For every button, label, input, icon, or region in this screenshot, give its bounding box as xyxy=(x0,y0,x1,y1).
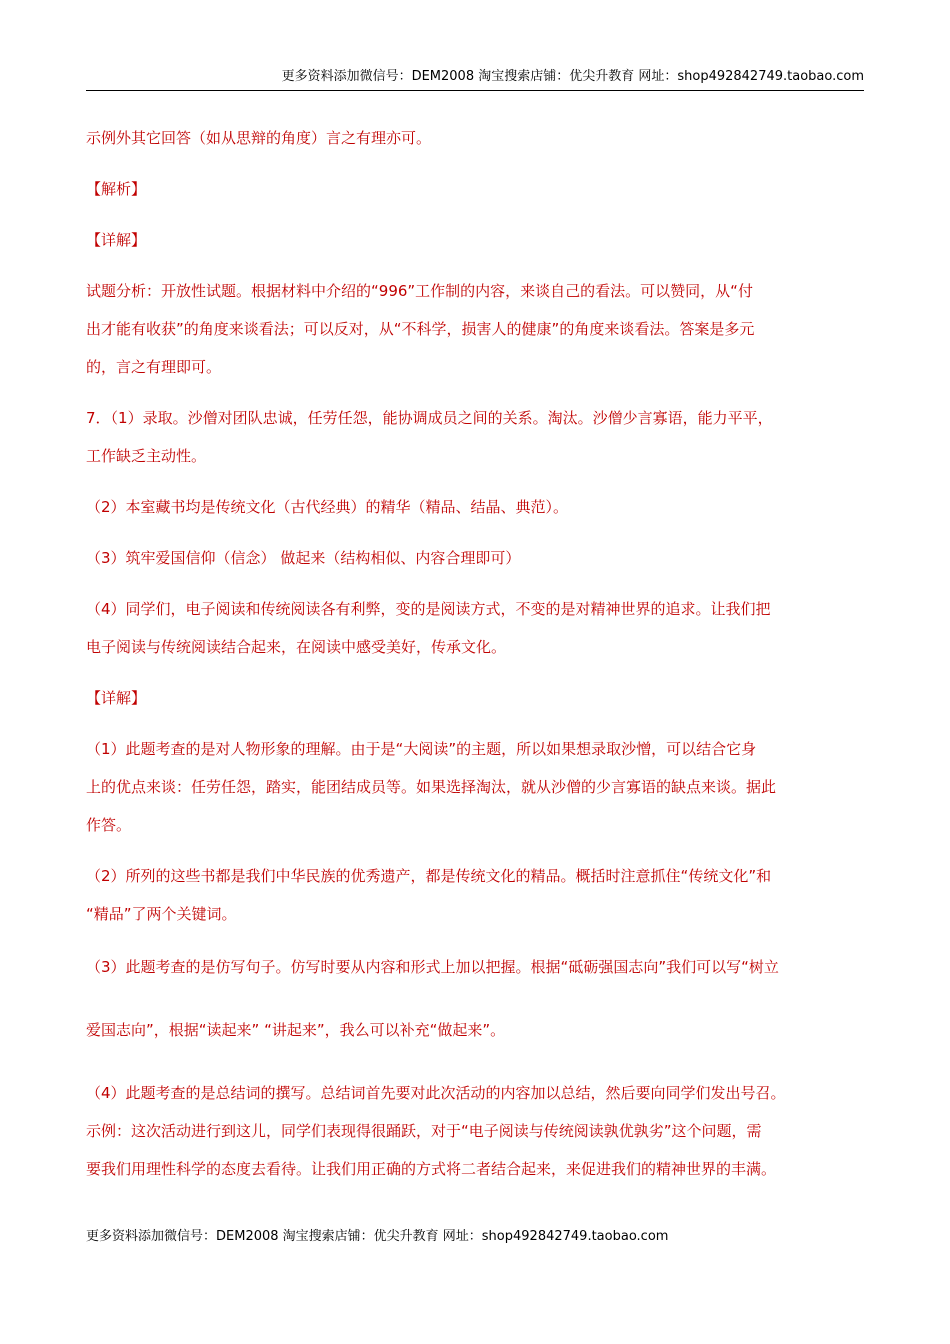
text-line: 出才能有收获”的角度来谈看法；可以反对，从“不科学，损害人的健康”的角度来谈看法。答案是多元 xyxy=(86,320,755,338)
text-line: 要我们用理性科学的态度去看待。让我们用正确的方式将二者结合起来，来促进我们的精神世界的丰满。 xyxy=(86,1160,777,1178)
answer-7-4 xyxy=(86,590,864,666)
text-line: 【详解】 xyxy=(86,689,147,707)
answer-7-3 xyxy=(86,539,864,577)
explanation-2 xyxy=(86,857,864,933)
text-line: 示例外其它回答（如从思辩的角度）言之有理亦可。 xyxy=(86,129,432,147)
page-header xyxy=(86,66,864,91)
text-line: （3）筑牢爱国信仰（信念） 做起来（结构相似、内容合理即可） xyxy=(86,549,521,567)
text-line: （4）此题考查的是总结词的撰写。总结词首先要对此次活动的内容加以总结，然后要向同学们发出号召。 xyxy=(86,1084,786,1102)
text-line: 示例：这次活动进行到这儿，同学们表现得很踊跃，对于“电子阅读与传统阅读孰优孰劣”这个问题，需 xyxy=(86,1122,762,1140)
heading-xiangjie xyxy=(86,221,864,259)
text-line: 【详解】 xyxy=(86,231,147,249)
paragraph-analysis xyxy=(86,272,864,386)
text-line: （2）所列的这些书都是我们中华民族的优秀遗产，都是传统文化的精品。概括时注意抓住“传统文化”和 xyxy=(86,867,772,885)
text-line: 上的优点来谈：任劳任怨，踏实，能团结成员等。如果选择淘汰，就从沙僧的少言寡语的缺点来谈。据此 xyxy=(86,778,777,796)
text-line: （3）此题考查的是仿写句子。仿写时要从内容和形式上加以把握。根据“砥砺强国志向”我们可以写“树立 xyxy=(86,958,779,976)
text-line: 作答。 xyxy=(86,816,132,834)
answer-7-1 xyxy=(86,399,864,475)
text-line: 的，言之有理即可。 xyxy=(86,358,222,376)
explanation-1 xyxy=(86,730,864,844)
header-text: 更多资料添加微信号：DEM2008 淘宝搜索店铺：优尖升教育 网址：shop492842749.taobao.com xyxy=(281,69,864,84)
heading-xiangjie-2 xyxy=(86,679,864,717)
text-line: 试题分析：开放性试题。根据材料中介绍的“996”工作制的内容，来谈自己的看法。可以赞同，从“付 xyxy=(86,282,753,300)
text-line: 7．（1）录取。沙僧对团队忠诚，任劳任怨，能协调成员之间的关系。淘汰。沙僧少言寡语，能力平平， xyxy=(86,409,773,427)
answer-7-2 xyxy=(86,488,864,526)
text-line: “精品”了两个关键词。 xyxy=(86,905,237,923)
text-line: 工作缺乏主动性。 xyxy=(86,447,207,465)
text-line: （2）本室藏书均是传统文化（古代经典）的精华（精品、结晶、典范）。 xyxy=(86,498,569,516)
page-footer xyxy=(86,1226,668,1248)
explanation-3-line1 xyxy=(86,948,864,986)
text-line: （1）此题考查的是对人物形象的理解。由于是“大阅读”的主题，所以如果想录取沙憎，可以结合它身 xyxy=(86,740,757,758)
text-line: 【解析】 xyxy=(86,180,147,198)
explanation-3-line2 xyxy=(86,1011,864,1049)
footer-text: 更多资料添加微信号：DEM2008 淘宝搜索店铺：优尖升教育 网址：shop492842749.taobao.com xyxy=(86,1229,669,1244)
text-line: 电子阅读与传统阅读结合起来，在阅读中感受美好，传承文化。 xyxy=(86,638,507,656)
text-line: 爱国志向”，根据“读起来” “讲起来”，我么可以补充“做起来”。 xyxy=(86,1021,506,1039)
explanation-4 xyxy=(86,1074,864,1188)
paragraph-closing-note xyxy=(86,119,864,157)
text-line: （4）同学们，电子阅读和传统阅读各有利弊，变的是阅读方式，不变的是对精神世界的追求。让我们把 xyxy=(86,600,771,618)
heading-jiexi xyxy=(86,170,864,208)
